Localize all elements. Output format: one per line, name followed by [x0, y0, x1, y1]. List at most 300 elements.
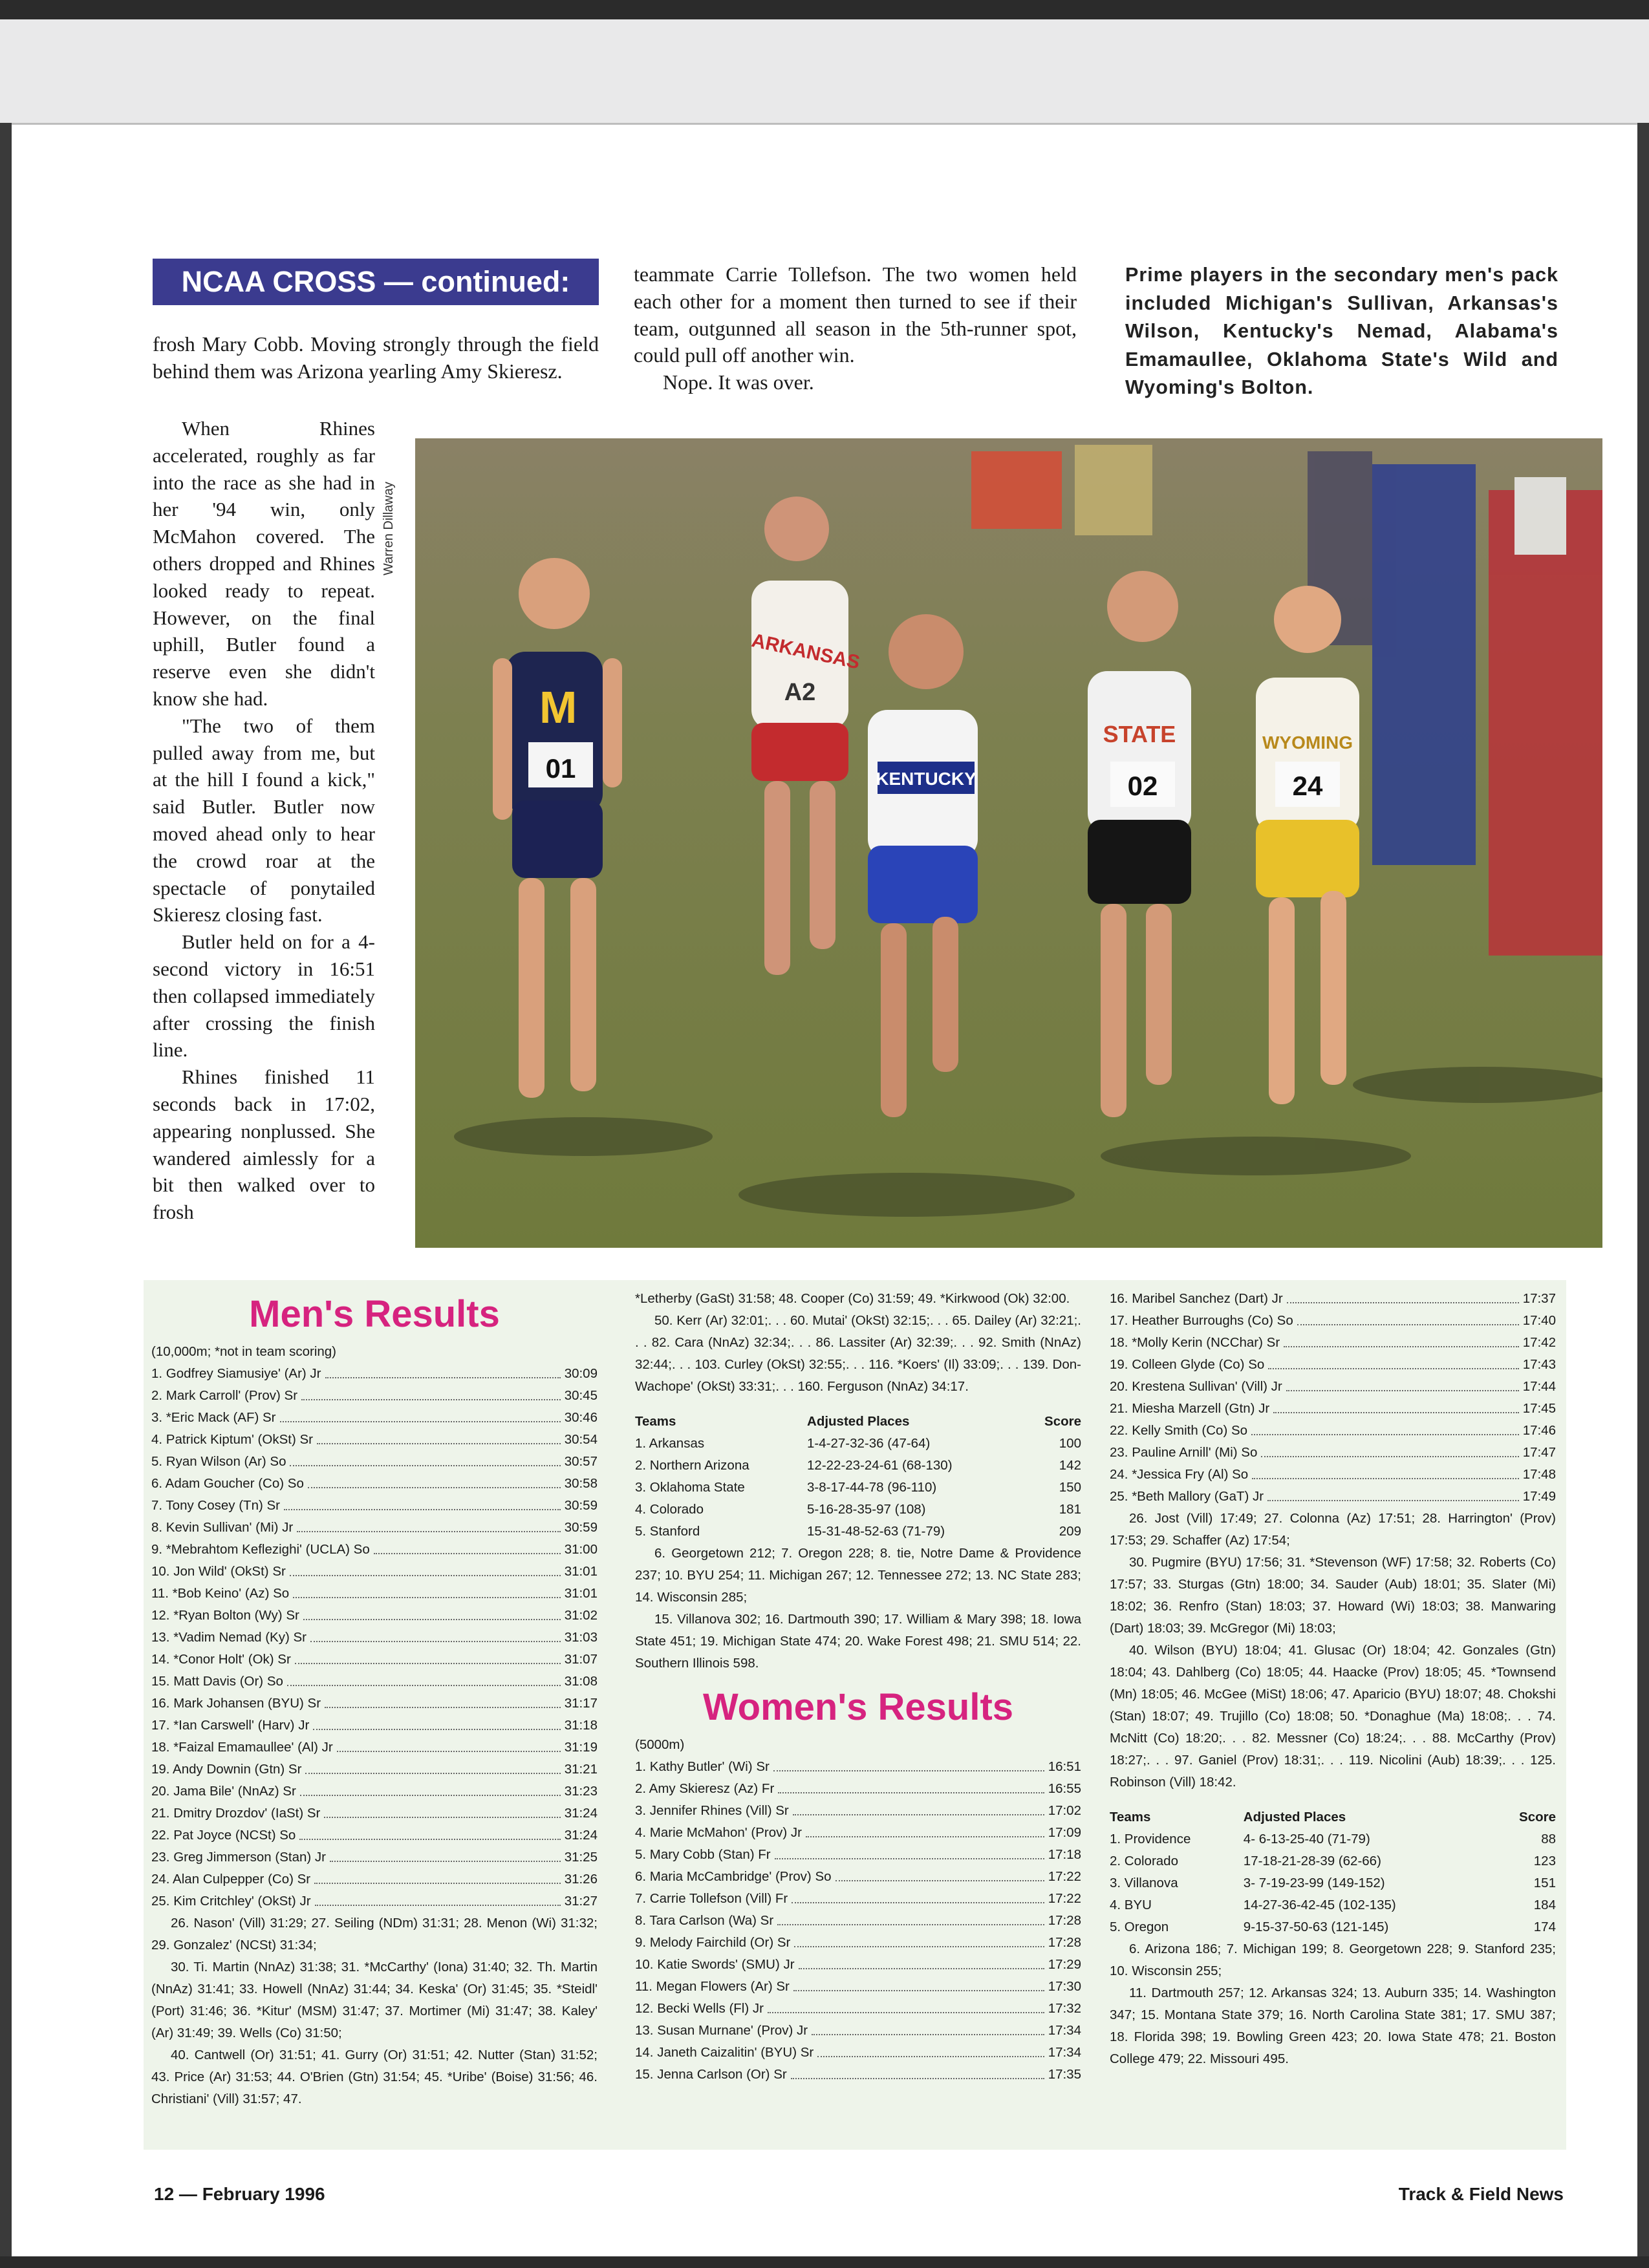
womens-team-table: [1110, 1806, 1556, 1938]
leader-dots: [305, 1759, 560, 1774]
result-row: [635, 1888, 1081, 1910]
finish-time: 31:23: [564, 1784, 598, 1799]
mens-results-column: [151, 1288, 598, 2110]
adjusted-places: 3- 7-19-23-99 (149-152): [1243, 1876, 1385, 1890]
finish-time: 31:21: [564, 1762, 598, 1777]
athlete-name: 12. Becki Wells (Fl) Jr: [635, 2001, 764, 2016]
result-row: [635, 1800, 1081, 1822]
mens-results-subtitle: (10,000m; *not in team scoring): [151, 1344, 336, 1359]
leader-dots: [293, 1583, 560, 1598]
finish-time: 30:45: [564, 1388, 598, 1403]
athlete-name: 13. *Vadim Nemad (Ky) Sr: [151, 1630, 307, 1645]
athlete-name: 4. Patrick Kiptum' (OkSt) Sr: [151, 1432, 313, 1447]
adjusted-places: 1-4-27-32-36 (47-64): [807, 1436, 931, 1451]
leader-dots: [287, 1671, 561, 1686]
results-note: 26. Jost (Vill) 17:49; 27. Colonna (Az) 17:51; 28. Harrington' (Prov) 17:53; 29. Schaffer (Az) 17:54;: [1110, 1511, 1556, 1548]
leader-dots: [799, 1954, 1044, 1969]
finish-time: 17:43: [1522, 1357, 1556, 1372]
athlete-name: 20. Jama Bile' (NnAz) Sr: [151, 1784, 296, 1799]
athlete-name: 19. Andy Downin (Gtn) Sr: [151, 1762, 302, 1777]
athlete-name: 7. Tony Cosey (Tn) Sr: [151, 1498, 280, 1513]
adjusted-places: 9-15-37-50-63 (121-145): [1243, 1920, 1389, 1934]
team-name: 1. Arkansas: [635, 1436, 705, 1451]
result-row: [635, 1822, 1081, 1844]
leader-dots: [295, 1649, 561, 1664]
athlete-name: 15. Jenna Carlson (Or) Sr: [635, 2067, 787, 2082]
finish-time: 17:48: [1522, 1467, 1556, 1482]
womens-results-list: [635, 1756, 1081, 2086]
athlete-name: 10. Jon Wild' (OkSt) Sr: [151, 1564, 286, 1579]
team-row: [1110, 1872, 1556, 1894]
finish-time: 31:24: [564, 1806, 598, 1821]
athlete-name: 3. Jennifer Rhines (Vill) Sr: [635, 1803, 789, 1818]
leader-dots: [324, 1803, 560, 1818]
result-row: [1110, 1310, 1556, 1332]
footer-publication: Track & Field News: [1398, 2184, 1564, 2204]
bib-number: A2: [784, 679, 816, 706]
footer-page-info: 12 — February 1996: [154, 2184, 325, 2204]
article-column-1-wrap: [153, 415, 375, 1226]
finish-time: 30:59: [564, 1520, 598, 1535]
result-row: [635, 1976, 1081, 1998]
leader-dots: [812, 2020, 1044, 2035]
leader-dots: [778, 1778, 1044, 1793]
leader-dots: [317, 1429, 561, 1444]
athlete-name: 2. Amy Skieresz (Az) Fr: [635, 1781, 775, 1796]
team-score: 151: [1533, 1876, 1556, 1890]
result-row: [1110, 1420, 1556, 1442]
result-row: [1110, 1486, 1556, 1508]
athlete-name: 18. *Faizal Emamaullee' (Al) Jr: [151, 1740, 333, 1755]
adjusted-places: 15-31-48-52-63 (71-79): [807, 1524, 945, 1539]
finish-time: 16:55: [1048, 1781, 1081, 1796]
leader-dots: [794, 1932, 1044, 1947]
adjusted-places: 3-8-17-44-78 (96-110): [807, 1480, 937, 1495]
team-score: 184: [1533, 1898, 1556, 1912]
team-name: 5. Oregon: [1110, 1920, 1169, 1934]
leader-dots: [1268, 1354, 1518, 1369]
bib-number: 02: [1127, 771, 1158, 801]
athlete-name: 9. *Mebrahtom Keflezighi' (UCLA) So: [151, 1542, 370, 1557]
results-note: 30. Ti. Martin (NnAz) 31:38; 31. *McCarthy' (Iona) 31:40; 32. Th. Martin (NnAz) 31:41; 33. Howell (NnAz) 31:44; 34. Keska' (Or) 31:45; 35. *Steidl' (Port) 31:46; 36. *Kitur' (MSM) 31:47; 37. Mortimer (Mi) 31:47; 38. Kaley' (Ar) 31:49; 39. Wells (Co) 31:50;: [151, 1960, 598, 2040]
finish-time: 17:34: [1048, 2045, 1081, 2060]
team-score: 209: [1059, 1524, 1081, 1539]
finish-time: 30:46: [564, 1410, 598, 1425]
finish-time: 17:34: [1048, 2023, 1081, 2038]
results-note: 6. Arizona 186; 7. Michigan 199; 8. Georgetown 228; 9. Stanford 235; 10. Wisconsin 255;: [1110, 1942, 1556, 1978]
result-row: [151, 1495, 598, 1517]
leader-dots: [325, 1693, 561, 1708]
jersey-text: WYOMING: [1262, 733, 1353, 753]
results-note: 40. Cantwell (Or) 31:51; 41. Gurry (Or) 31:51; 42. Nutter (Stan) 31:52; 43. Price (Ar) 31:53; 44. O'Brien (Gtn) 31:54; 45. *Uribe' (Boise) 31:56; 46. Christiani' (Vill) 31:57; 47.: [151, 2048, 598, 2106]
results-note: 26. Nason' (Vill) 31:29; 27. Seiling (NDm) 31:31; 28. Menon (Wi) 31:32; 29. Gonzalez' (NCSt) 31:34;: [151, 1916, 598, 1952]
athlete-name: 15. Matt Davis (Or) So: [151, 1674, 283, 1689]
finish-time: 31:01: [564, 1586, 598, 1601]
leader-dots: [1273, 1398, 1518, 1413]
athlete-name: 16. Maribel Sanchez (Dart) Jr: [1110, 1291, 1283, 1306]
team-row: [635, 1477, 1081, 1499]
finish-time: 31:08: [564, 1674, 598, 1689]
leader-dots: [793, 1976, 1044, 1991]
adjusted-places: 5-16-28-35-97 (108): [807, 1502, 926, 1517]
finish-time: 17:09: [1048, 1825, 1081, 1840]
result-row: [635, 1932, 1081, 1954]
result-row: [1110, 1442, 1556, 1464]
finish-time: 17:29: [1048, 1957, 1081, 1972]
leader-dots: [835, 1866, 1044, 1881]
leader-dots: [773, 1756, 1044, 1771]
result-row: [151, 1824, 598, 1846]
team-row: [635, 1455, 1081, 1477]
athlete-name: 5. Ryan Wilson (Ar) So: [151, 1454, 286, 1469]
leader-dots: [325, 1363, 561, 1378]
athlete-name: 11. *Bob Keino' (Az) So: [151, 1586, 290, 1601]
jersey-letter: M: [539, 682, 577, 733]
result-row: [151, 1473, 598, 1495]
result-row: [1110, 1354, 1556, 1376]
adjusted-places: 14-27-36-42-45 (102-135): [1243, 1898, 1396, 1912]
result-row: [151, 1649, 598, 1671]
leader-dots: [791, 2064, 1044, 2079]
section-banner: NCAA CROSS — continued:: [153, 259, 599, 305]
leader-dots: [1286, 1376, 1519, 1391]
finish-time: 31:27: [564, 1894, 598, 1909]
athlete-name: 22. Kelly Smith (Co) So: [1110, 1423, 1248, 1438]
leader-dots: [303, 1605, 561, 1620]
finish-time: 31:07: [564, 1652, 598, 1667]
result-row: [151, 1846, 598, 1868]
team-row: [1110, 1916, 1556, 1938]
result-row: [635, 1998, 1081, 2020]
result-row: [635, 2042, 1081, 2064]
leader-dots: [777, 1910, 1044, 1925]
result-row: [151, 1693, 598, 1715]
team-score: 100: [1059, 1436, 1081, 1451]
article-paragraph: "The two of them pulled away from me, but at the hill I found a kick," said Butler. Butler now moved ahead only to hear the crowd roar at the spectacle of ponytailed Skieresz closing fast.: [153, 714, 375, 926]
result-row: [151, 1385, 598, 1407]
finish-time: 30:54: [564, 1432, 598, 1447]
photo-credit: Warren Dillaway: [382, 482, 396, 575]
race-photo-illustration: [415, 438, 1602, 1248]
finish-time: 17:44: [1522, 1379, 1556, 1394]
athlete-name: 18. *Molly Kerin (NCChar) Sr: [1110, 1335, 1280, 1350]
team-name: 2. Northern Arizona: [635, 1458, 749, 1473]
results-note: *Letherby (GaSt) 31:58; 48. Cooper (Co) 31:59; 49. *Kirkwood (Ok) 32:00.: [635, 1291, 1070, 1306]
result-row: [151, 1605, 598, 1627]
athlete-name: 14. Janeth Caizalitin' (BYU) Sr: [635, 2045, 814, 2060]
team-row: [1110, 1894, 1556, 1916]
athlete-name: 12. *Ryan Bolton (Wy) Sr: [151, 1608, 299, 1623]
womens-results-heading: Women's Results: [702, 1686, 1014, 1728]
team-score: 150: [1059, 1480, 1081, 1495]
result-row: [151, 1737, 598, 1759]
athlete-name: 24. Alan Culpepper (Co) Sr: [151, 1872, 311, 1887]
result-row: [1110, 1398, 1556, 1420]
table-header: Adjusted Places: [807, 1414, 910, 1429]
finish-time: 17:46: [1522, 1423, 1556, 1438]
finish-time: 31:24: [564, 1828, 598, 1843]
result-row: [151, 1868, 598, 1890]
team-score: 174: [1533, 1920, 1556, 1934]
finish-time: 17:30: [1048, 1979, 1081, 1994]
leader-dots: [310, 1627, 561, 1642]
finish-time: 30:57: [564, 1454, 598, 1469]
athlete-name: 8. Tara Carlson (Wa) Sr: [635, 1913, 774, 1928]
team-name: 3. Villanova: [1110, 1876, 1178, 1890]
finish-time: 17:40: [1522, 1313, 1556, 1328]
table-header: Teams: [1110, 1810, 1151, 1824]
jersey-text: STATE: [1103, 721, 1176, 747]
result-row: [635, 1844, 1081, 1866]
result-row: [151, 1363, 598, 1385]
article-column-1-top: [153, 331, 599, 385]
finish-time: 17:35: [1048, 2067, 1081, 2082]
team-name: 2. Colorado: [1110, 1854, 1178, 1868]
result-row: [151, 1715, 598, 1737]
athlete-name: 9. Melody Fairchild (Or) Sr: [635, 1935, 791, 1950]
leader-dots: [793, 1800, 1044, 1815]
finish-time: 17:22: [1048, 1869, 1081, 1884]
result-row: [151, 1561, 598, 1583]
finish-time: 31:01: [564, 1564, 598, 1579]
leader-dots: [775, 1844, 1044, 1859]
mens-results-heading: Men's Results: [249, 1293, 500, 1335]
leader-dots: [1297, 1310, 1519, 1325]
athlete-name: 11. Megan Flowers (Ar) Sr: [635, 1979, 790, 1994]
finish-time: 31:03: [564, 1630, 598, 1645]
athlete-name: 17. Heather Burroughs (Co) So: [1110, 1313, 1293, 1328]
team-row: [635, 1433, 1081, 1455]
team-row: [1110, 1828, 1556, 1850]
results-note: 30. Pugmire (BYU) 17:56; 31. *Stevenson (WF) 17:58; 32. Roberts (Co) 17:57; 33. Sturgas (Gtn) 18:00; 34. Sauder (Aub) 18:01; 35. Slater (Mi) 18:02; 36. Renfro (Stan) 18:03; 37. Howard (Wi) 18:03; 38. Manwaring (Dart) 18:03; 39. McGregor (Mi) 18:03;: [1110, 1555, 1556, 1636]
scan-bottom-edge: [0, 2256, 1649, 2268]
finish-time: 30:59: [564, 1498, 598, 1513]
athlete-name: 14. *Conor Holt' (Ok) Sr: [151, 1652, 291, 1667]
athlete-name: 7. Carrie Tollefson (Vill) Fr: [635, 1891, 788, 1906]
finish-time: 31:17: [564, 1696, 598, 1711]
leader-dots: [284, 1495, 561, 1510]
athlete-name: 13. Susan Murnane' (Prov) Jr: [635, 2023, 808, 2038]
finish-time: 17:02: [1048, 1803, 1081, 1818]
leader-dots: [374, 1539, 561, 1554]
table-header: Teams: [635, 1414, 676, 1429]
finish-time: 31:18: [564, 1718, 598, 1733]
article-paragraph: Rhines finished 11 seconds back in 17:02, appearing nonplussed. She wandered aimlessly for a bit then walked over to frosh: [153, 1065, 375, 1224]
finish-time: 31:02: [564, 1608, 598, 1623]
result-row: [151, 1583, 598, 1605]
leader-dots: [308, 1473, 561, 1488]
result-row: [635, 1954, 1081, 1976]
athlete-name: 3. *Eric Mack (AF) Sr: [151, 1410, 276, 1425]
team-name: 1. Providence: [1110, 1832, 1191, 1846]
bib-number: 01: [545, 753, 576, 784]
finish-time: 17:32: [1048, 2001, 1081, 2016]
athlete-name: 23. Greg Jimmerson (Stan) Jr: [151, 1850, 326, 1865]
athlete-name: 8. Kevin Sullivan' (Mi) Jr: [151, 1520, 294, 1535]
results-note: 11. Dartmouth 257; 12. Arkansas 324; 13. Auburn 335; 14. Washington 347; 15. Montana State 379; 16. North Carolina State 381; 17. SMU 387; 18. Florida 398; 19. Bowling Green 423; 20. Iowa State 478; 21. Boston College 479; 22. Missouri 495.: [1110, 1985, 1556, 2066]
leader-dots: [330, 1846, 561, 1862]
results-panel: [144, 1280, 1566, 2150]
leader-dots: [315, 1890, 561, 1906]
team-score: 88: [1541, 1832, 1556, 1846]
leader-dots: [301, 1385, 561, 1400]
result-row: [151, 1407, 598, 1429]
leader-dots: [768, 1998, 1044, 2013]
article-paragraph: teammate Carrie Tollefson. The two women held each other for a moment then turned to see if their team, outgunned all season in the 5th-runner spot, could pull off another win.: [634, 262, 1077, 367]
article-paragraph: Butler held on for a 4-second victory in 16:51 then collapsed immediately after crossing the finish line.: [153, 930, 375, 1062]
finish-time: 31:26: [564, 1872, 598, 1887]
result-row: [1110, 1332, 1556, 1354]
athlete-name: 20. Krestena Sullivan' (Vill) Jr: [1110, 1379, 1282, 1394]
result-row: [1110, 1288, 1556, 1310]
athlete-name: 6. Maria McCambridge' (Prov) So: [635, 1869, 832, 1884]
athlete-name: 22. Pat Joyce (NCSt) So: [151, 1828, 296, 1843]
leader-dots: [817, 2042, 1044, 2057]
finish-time: 17:28: [1048, 1935, 1081, 1950]
athlete-name: 1. Godfrey Siamusiye' (Ar) Jr: [151, 1366, 321, 1381]
womens-results-subtitle: (5000m): [635, 1737, 685, 1752]
result-row: [151, 1539, 598, 1561]
result-row: [151, 1517, 598, 1539]
article-paragraph: Nope. It was over.: [663, 370, 814, 394]
result-row: [635, 1778, 1081, 1800]
leader-dots: [1267, 1486, 1519, 1501]
team-score: 123: [1533, 1854, 1556, 1868]
athlete-name: 2. Mark Carroll' (Prov) Sr: [151, 1388, 298, 1403]
finish-time: 17:49: [1522, 1489, 1556, 1504]
article-paragraph: frosh Mary Cobb. Moving strongly through the field behind them was Arizona yearling Amy Skieresz.: [153, 332, 599, 383]
adjusted-places: 12-22-23-24-61 (68-130): [807, 1458, 953, 1473]
result-row: [635, 2064, 1081, 2086]
team-name: 3. Oklahoma State: [635, 1480, 745, 1495]
adjusted-places: 17-18-21-28-39 (62-66): [1243, 1854, 1381, 1868]
table-header: Score: [1044, 1414, 1081, 1429]
mens-team-rows: [635, 1433, 1081, 1543]
team-score: 181: [1059, 1502, 1081, 1517]
table-header: Adjusted Places: [1243, 1810, 1346, 1824]
leader-dots: [792, 1888, 1044, 1903]
result-row: [151, 1890, 598, 1912]
results-note: 50. Kerr (Ar) 32:01;. . . 60. Mutai' (OkSt) 32:15;. . . 65. Dailey (Ar) 32:21;. . . 82. Cara (NnAz) 32:34;. . . 86. Lassiter (Ar) 32:39;. . . 92. Smith (NnAz) 32:44;. . . 103. Curley (OkSt) 32:55;. . . 116. *Koers' (Il) 33:09;. . . 139. Don-Wachope' (OkSt) 33:31;. . . 160. Ferguson (NnAz) 34:17.: [635, 1313, 1081, 1394]
result-row: [151, 1627, 598, 1649]
results-note: 40. Wilson (BYU) 18:04; 41. Glusac (Or) 18:04; 42. Gonzales (Gtn) 18:04; 43. Dahlberg (Co) 18:05; 44. Haacke (Prov) 18:05; 45. *Townsend (Mn) 18:05; 46. McGee (MiSt) 18:06; 47. Aparicio (BYU) 18:07; 48. Chokshi (Stan) 18:07; 49. Trujillo (Co) 18:08; 50. *Donaghue (Ma) 18:08;. . . 74. McNitt (Co) 18:20;. . . 82. Messner (Co) 18:24;. . . 88. McCarthy (Prov) 18:27;. . . 97. Ganiel (Prov) 18:31;. . . 119. Nicolini (Aub) 18:39;. . . 125. Robinson (Vill) 18:42.: [1110, 1643, 1556, 1790]
athlete-name: 21. Miesha Marzell (Gtn) Jr: [1110, 1401, 1270, 1416]
jersey-text: ARKANSAS: [749, 630, 862, 674]
leader-dots: [313, 1715, 560, 1730]
results-note: 6. Georgetown 212; 7. Oregon 228; 8. tie, Notre Dame & Providence 237; 10. BYU 254; 11. Michigan 267; 12. Tennessee 272; 13. NC State 283; 14. Wisconsin 285;: [635, 1546, 1081, 1605]
leader-dots: [1261, 1442, 1518, 1457]
team-name: 5. Stanford: [635, 1524, 700, 1539]
team-row: [635, 1521, 1081, 1543]
athlete-name: 4. Marie McMahon' (Prov) Jr: [635, 1825, 802, 1840]
leader-dots: [1284, 1332, 1519, 1347]
table-header: Score: [1519, 1810, 1556, 1824]
athlete-name: 19. Colleen Glyde (Co) So: [1110, 1357, 1265, 1372]
result-row: [151, 1759, 598, 1781]
result-row: [151, 1429, 598, 1451]
finish-time: 17:18: [1048, 1847, 1081, 1862]
team-score: 142: [1059, 1458, 1081, 1473]
result-row: [1110, 1376, 1556, 1398]
results-column-3: [1110, 1288, 1556, 2070]
leader-dots: [280, 1407, 561, 1422]
scan-top-edge: [0, 0, 1649, 19]
leader-dots: [337, 1737, 561, 1752]
result-row: [151, 1781, 598, 1803]
leader-dots: [290, 1561, 561, 1576]
leader-dots: [314, 1868, 561, 1884]
athlete-name: 24. *Jessica Fry (Al) So: [1110, 1467, 1249, 1482]
finish-time: 17:45: [1522, 1401, 1556, 1416]
result-row: [151, 1451, 598, 1473]
mens-team-table: [635, 1411, 1081, 1543]
results-note: 15. Villanova 302; 16. Dartmouth 390; 17. William & Mary 398; 18. Iowa State 451; 19. Michigan State 474; 20. Wake Forest 498; 21. SMU 514; 22. Southern Illinois 598.: [635, 1612, 1081, 1671]
result-row: [151, 1671, 598, 1693]
leader-dots: [300, 1781, 561, 1796]
athlete-name: 17. *Ian Carswell' (Harv) Jr: [151, 1718, 310, 1733]
finish-time: 31:00: [564, 1542, 598, 1557]
leader-dots: [806, 1822, 1044, 1837]
athlete-name: 6. Adam Goucher (Co) So: [151, 1476, 304, 1491]
finish-time: 17:28: [1048, 1913, 1081, 1928]
team-name: 4. Colorado: [635, 1502, 704, 1517]
results-column-2: [635, 1288, 1081, 2086]
finish-time: 16:51: [1048, 1759, 1081, 1774]
finish-time: 17:42: [1522, 1335, 1556, 1350]
leader-dots: [297, 1517, 560, 1532]
finish-time: 31:25: [564, 1850, 598, 1865]
finish-time: 17:22: [1048, 1891, 1081, 1906]
womens-team-rows: [1110, 1828, 1556, 1938]
jersey-text: KENTUCKY: [876, 769, 976, 789]
leader-dots: [1251, 1420, 1519, 1435]
athlete-name: 10. Katie Swords' (SMU) Jr: [635, 1957, 795, 1972]
adjusted-places: 4- 6-13-25-40 (71-79): [1243, 1832, 1370, 1846]
leader-dots: [1287, 1288, 1519, 1303]
leader-dots: [290, 1451, 560, 1466]
team-name: 4. BYU: [1110, 1898, 1152, 1912]
article-paragraph: When Rhines accelerated, roughly as far into the race as she had in her '94 win, only McMahon covered. The others dropped and Rhines looked ready to repeat. However, on the final uphill, Butler found a reserve even she didn't know she had.: [153, 417, 375, 710]
athlete-name: 16. Mark Johansen (BYU) Sr: [151, 1696, 321, 1711]
team-row: [1110, 1850, 1556, 1872]
athlete-name: 21. Dmitry Drozdov' (IaSt) Sr: [151, 1806, 321, 1821]
result-row: [635, 1866, 1081, 1888]
scan-margin: [0, 19, 1649, 123]
leader-dots: [299, 1824, 560, 1840]
athlete-name: 25. *Beth Mallory (GaT) Jr: [1110, 1489, 1264, 1504]
finish-time: 30:09: [564, 1366, 598, 1381]
result-row: [635, 1910, 1081, 1932]
team-row: [635, 1499, 1081, 1521]
result-row: [635, 2020, 1081, 2042]
race-photo: [415, 438, 1602, 1248]
pull-quote: Prime players in the secondary men's pack included Michigan's Sullivan, Arkansas's Wilson, Kentucky's Nemad, Alabama's Emamaullee, Oklahoma State's Wild and Wyoming's Bolton.: [1125, 264, 1558, 398]
womens-results-list-continued: [1110, 1288, 1556, 1508]
finish-time: 31:19: [564, 1740, 598, 1755]
athlete-name: 25. Kim Critchley' (OkSt) Jr: [151, 1894, 311, 1909]
finish-time: 17:47: [1522, 1445, 1556, 1460]
result-row: [1110, 1464, 1556, 1486]
athlete-name: 5. Mary Cobb (Stan) Fr: [635, 1847, 771, 1862]
finish-time: 30:58: [564, 1476, 598, 1491]
article-column-2: [634, 261, 1077, 396]
result-row: [151, 1803, 598, 1824]
finish-time: 17:37: [1522, 1291, 1556, 1306]
bib-number: 24: [1292, 771, 1323, 801]
leader-dots: [1252, 1464, 1519, 1479]
result-row: [635, 1756, 1081, 1778]
athlete-name: 23. Pauline Arnill' (Mi) So: [1110, 1445, 1258, 1460]
